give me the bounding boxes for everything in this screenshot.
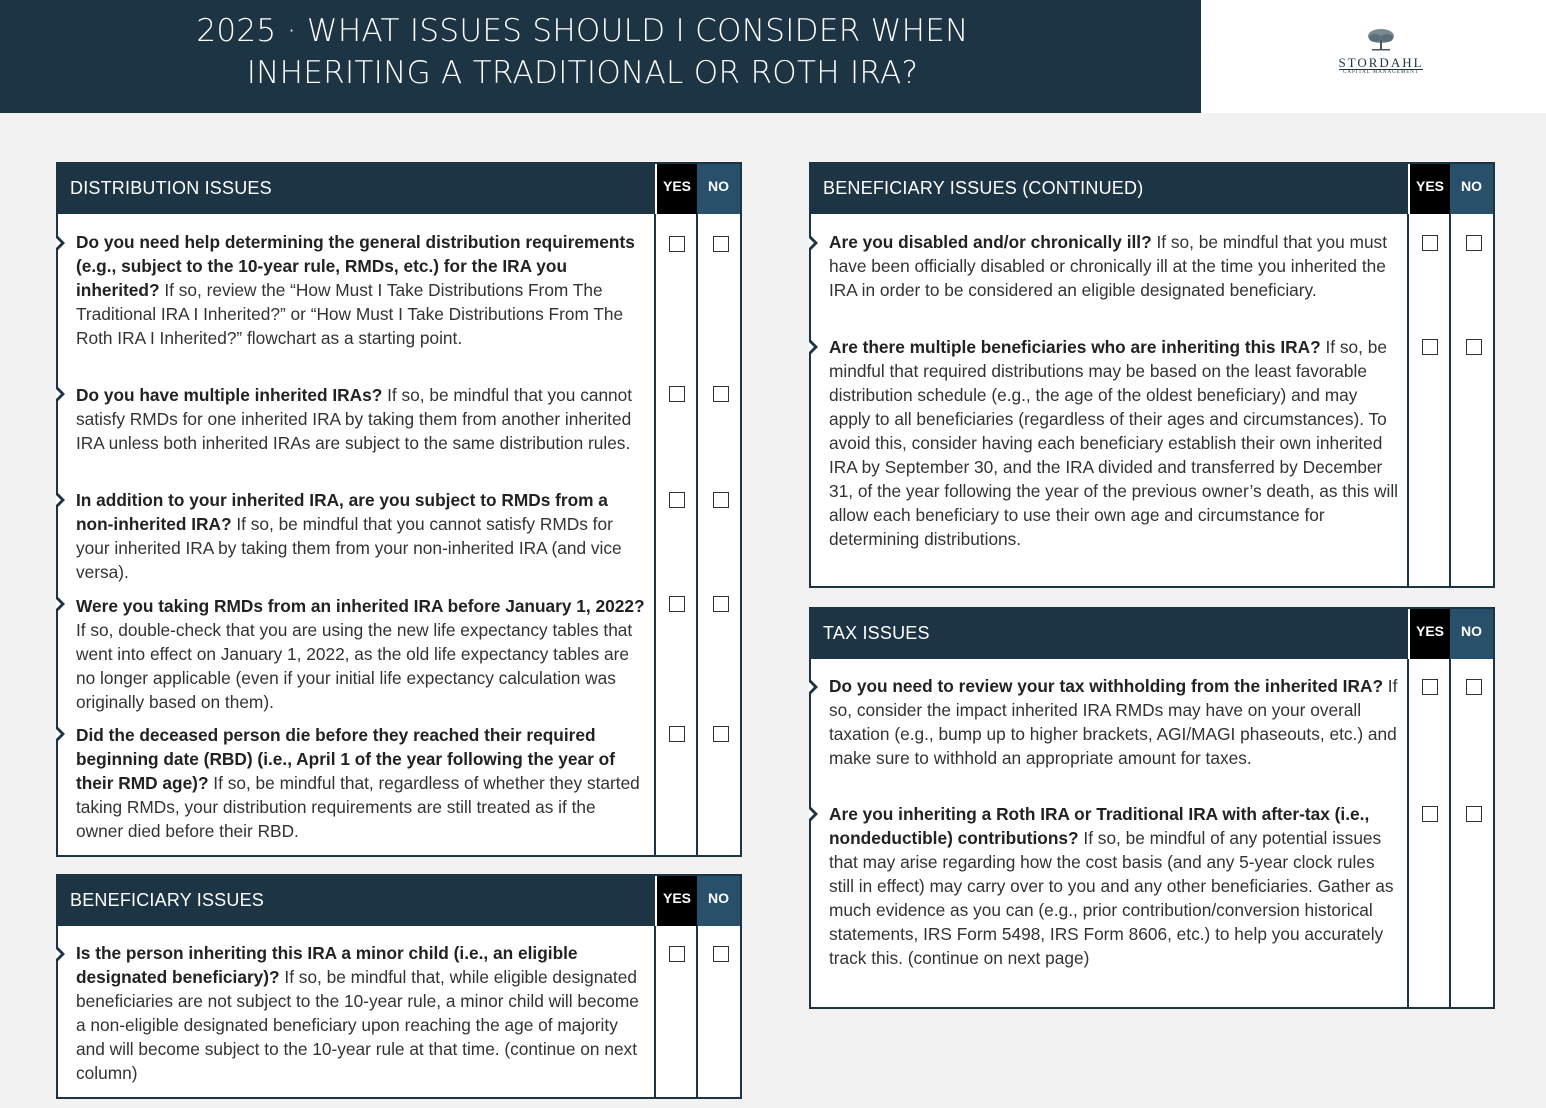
question-text: Is the person inheriting this IRA a minor child (i.e., an eligible designated beneficiary)? (76, 943, 578, 987)
yes-checkbox[interactable] (1422, 806, 1438, 822)
no-checkbox[interactable] (713, 386, 729, 402)
chevron-right-icon (811, 807, 818, 821)
question-text: Were you taking RMDs from an inherited IRA before January 1, 2022? (76, 596, 645, 616)
question-detail: If so, be mindful that you cannot satisfy RMDs for one inherited IRA by taking them from another inherited IRA unless both inherited IRAs are subject to the same distribution rules. (76, 385, 633, 453)
chevron-right-icon (811, 340, 818, 354)
chevron-right-icon (58, 493, 65, 507)
question-text: In addition to your inherited IRA, are you subject to RMDs from a non-inherited IRA? (76, 490, 608, 534)
no-checkbox[interactable] (1466, 679, 1482, 695)
no-column-header: NO (697, 164, 740, 214)
question-item (76, 488, 646, 584)
question-detail: If so, consider the impact inherited IRA RMDs may have on your overall taxation (e.g., bump up to higher brackets, AGI/MAGI phaseouts, etc.) and make sure to withhold an appropriate amount for taxes. (829, 676, 1398, 768)
column-divider (1449, 659, 1451, 1007)
question-item (76, 383, 646, 455)
panel-title: DISTRIBUTION ISSUES (70, 178, 272, 198)
column-divider (1407, 659, 1409, 1007)
yes-column-header: YES (1408, 164, 1450, 214)
page-title-line-1: 2025 · WHAT ISSUES SHOULD I CONSIDER WHEN (196, 13, 969, 49)
no-checkbox[interactable] (713, 726, 729, 742)
no-checkbox[interactable] (1466, 235, 1482, 251)
panel-title: BENEFICIARY ISSUES (CONTINUED) (823, 178, 1144, 198)
column-divider (696, 214, 698, 855)
question-detail: If so, double-check that you are using the new life expectancy tables that went into effect on January 1, 2022, as the old life expectancy tables are no longer applicable (even if your initial life expectancy calculation was originally based on them). (76, 620, 633, 712)
chevron-right-icon (58, 387, 65, 401)
yes-checkbox[interactable] (669, 726, 685, 742)
panel-header (58, 876, 740, 926)
yes-checkbox[interactable] (669, 946, 685, 962)
yes-column-header: YES (1408, 609, 1450, 659)
logo-wordmark: STORDAHL (1338, 55, 1424, 70)
question-item (76, 723, 646, 843)
panel-title: TAX ISSUES (823, 623, 930, 643)
question-text: Are there multiple beneficiaries who are inheriting this IRA? (829, 337, 1321, 357)
question-text: Are you inheriting a Roth IRA or Traditional IRA with after-tax (i.e., nondeductible) contributions? (829, 804, 1370, 848)
yes-column-header: YES (655, 164, 697, 214)
question-text: Are you disabled and/or chronically ill? (829, 232, 1152, 252)
question-text: Do you need help determining the general distribution requirements (e.g., subject to the 10-year rule, RMDs, etc.) for the IRA you inherited? (76, 232, 635, 300)
question-text: Do you have multiple inherited IRAs? (76, 385, 383, 405)
tax-issues-panel (809, 607, 1495, 1009)
chevron-right-icon (58, 236, 65, 250)
question-item (829, 335, 1399, 551)
panel-header (58, 164, 740, 214)
yes-column-header: YES (655, 876, 697, 926)
beneficiary-issues-continued-panel (809, 162, 1495, 588)
question-detail: If so, be mindful that, regardless of whether they started taking RMDs, your distribution requirements are still treated as if the owner died before their RBD. (76, 773, 640, 841)
chevron-right-icon (811, 680, 818, 694)
yes-checkbox[interactable] (1422, 679, 1438, 695)
logo-subtitle-text: CAPITAL MANAGEMENT (1339, 69, 1423, 75)
beneficiary-issues-panel (56, 874, 742, 1099)
no-column-header: NO (697, 876, 740, 926)
chevron-right-icon (58, 947, 65, 961)
logo-subtitle (1281, 70, 1481, 75)
question-item (829, 230, 1399, 302)
column-divider (1407, 214, 1409, 586)
chevron-right-icon (58, 727, 65, 741)
chevron-right-icon (811, 236, 818, 250)
distribution-issues-panel (56, 162, 742, 857)
panel-header (811, 609, 1493, 659)
question-item (76, 230, 646, 350)
question-detail: If so, be mindful that you must have been officially disabled or chronically ill at the time you inherited the IRA in order to be considered an eligible designated beneficiary. (829, 232, 1388, 300)
no-checkbox[interactable] (713, 492, 729, 508)
column-divider (654, 926, 656, 1097)
column-divider (696, 926, 698, 1097)
yes-checkbox[interactable] (669, 386, 685, 402)
page-title-line-2: INHERITING A TRADITIONAL OR ROTH IRA? (246, 55, 919, 91)
column-divider (654, 214, 656, 855)
yes-checkbox[interactable] (669, 492, 685, 508)
question-detail: If so, be mindful of any potential issues that may arise regarding how the cost basis (and any 5-year clock rules still in effect) may carry over to you and any other beneficiaries. Gather as much evidence as you can (e.g., prior contribution/conversion historical statements, IRS Form 5498, IRS Form 8606, etc.) to help you accurately track this. (continue on next page) (829, 828, 1394, 968)
no-column-header: NO (1450, 164, 1493, 214)
yes-checkbox[interactable] (669, 596, 685, 612)
question-detail: If so, be mindful that you cannot satisfy RMDs for your inherited IRA by taking them from your non-inherited IRA (and vice versa). (76, 514, 622, 582)
question-text: Did the deceased person die before they reached their required beginning date (RBD) (i.e., April 1 of the year following the year of their RMD age)? (76, 725, 615, 793)
question-item (76, 594, 646, 714)
question-item (76, 941, 646, 1085)
yes-checkbox[interactable] (1422, 235, 1438, 251)
question-item (829, 674, 1399, 770)
panel-header (811, 164, 1493, 214)
panel-title: BENEFICIARY ISSUES (70, 890, 264, 910)
no-checkbox[interactable] (713, 596, 729, 612)
question-detail: If so, review the “How Must I Take Distributions From The Traditional IRA I Inherited?” or “How Must I Take Distributions From The Roth IRA I Inherited?” flowchart as a starting point. (76, 280, 624, 348)
tree-logo-icon (1366, 28, 1396, 52)
question-detail: If so, be mindful that, while eligible designated beneficiaries are not subject to the 10-year rule, a minor child will become a non-eligible designated beneficiary upon reaching the age of majority and will become subject to the 10-year rule at that time. (continue on next column) (76, 967, 639, 1083)
column-divider (1449, 214, 1451, 586)
no-checkbox[interactable] (713, 946, 729, 962)
chevron-right-icon (58, 597, 65, 611)
question-item (829, 802, 1399, 970)
header-banner (0, 0, 1201, 113)
no-checkbox[interactable] (713, 236, 729, 252)
yes-checkbox[interactable] (1422, 339, 1438, 355)
no-column-header: NO (1450, 609, 1493, 659)
no-checkbox[interactable] (1466, 806, 1482, 822)
question-detail: If so, be mindful that required distributions may be based on the least favorable distribution schedule (e.g., the age of the oldest beneficiary) and may apply to all beneficiaries (regardless of their ages and circumstances). To avoid this, consider having each beneficiary establish their own inherited IRA by September 30, and the IRA divided and transferred by December 31, of the year following the year of the previous owner’s death, as this will allow each beneficiary to use their own age and circumstance for determining distributions. (829, 337, 1398, 549)
question-text: Do you need to review your tax withholding from the inherited IRA? (829, 676, 1383, 696)
yes-checkbox[interactable] (669, 236, 685, 252)
no-checkbox[interactable] (1466, 339, 1482, 355)
